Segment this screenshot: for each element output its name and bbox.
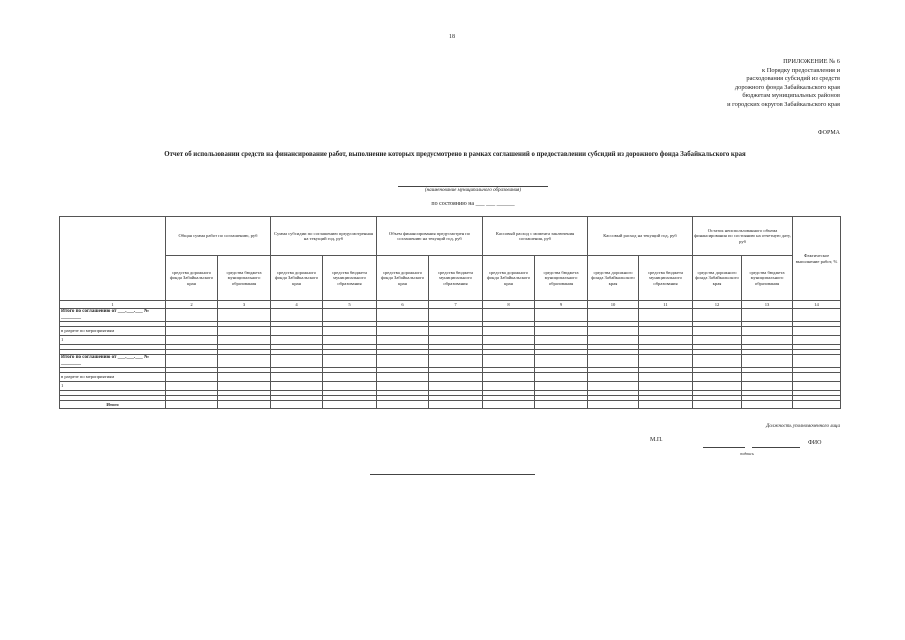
agreement-total-row	[60, 355, 841, 368]
table-cell	[218, 401, 271, 409]
grand-total-label: Итого	[60, 401, 166, 409]
table-cell	[166, 373, 218, 382]
table-cell	[323, 327, 377, 336]
municipality-line	[398, 182, 548, 187]
activity-row	[60, 336, 841, 345]
table-cell	[377, 382, 429, 391]
appendix-header	[690, 58, 840, 109]
agreement-total-label: Итого по соглашению от ___.___.___ № ________	[60, 355, 166, 368]
column-number: 7	[429, 301, 483, 309]
table-cell	[639, 373, 693, 382]
header-total-work: Общая сумма работ по соглашению, руб	[166, 217, 271, 256]
table-cell	[793, 355, 841, 368]
table-cell	[166, 401, 218, 409]
table-cell	[377, 309, 429, 322]
table-cell	[271, 355, 323, 368]
table-cell	[693, 382, 742, 391]
subheader-road-fund: средства дорожного фонда Забайкальского края	[377, 256, 429, 301]
table-cell	[588, 309, 639, 322]
table-cell	[535, 309, 588, 322]
table-cell	[218, 327, 271, 336]
table-cell	[429, 373, 483, 382]
table-cell	[588, 327, 639, 336]
table-cell	[429, 382, 483, 391]
table-cell	[742, 401, 793, 409]
activities-label: в разрезе по мероприятиям	[60, 373, 166, 382]
table-cell	[218, 309, 271, 322]
table-cell	[323, 309, 377, 322]
appendix-line: и городских округов Забайкальского края	[727, 100, 840, 108]
table-subheader-row	[60, 256, 841, 301]
table-cell	[483, 355, 535, 368]
table-cell	[483, 309, 535, 322]
table-cell	[693, 309, 742, 322]
column-number: 12	[693, 301, 742, 309]
subheader-municipal-budget: средства бюджета муниципального образования	[639, 256, 693, 301]
column-number: 11	[639, 301, 693, 309]
subheader-road-fund: средства дорожного фонда Забайкальского края	[483, 256, 535, 301]
table-cell	[429, 336, 483, 345]
table-cell	[218, 355, 271, 368]
table-cell	[588, 373, 639, 382]
activity-row	[60, 382, 841, 391]
activities-row	[60, 373, 841, 382]
table-cell	[639, 355, 693, 368]
table-cell	[483, 382, 535, 391]
table-cell	[377, 327, 429, 336]
column-number: 6	[377, 301, 429, 309]
subheader-municipal-budget: средства бюджета муниципального образования	[323, 256, 377, 301]
as-of-date: по состоянию на ___ ___ ______	[431, 201, 515, 207]
table-cell	[742, 309, 793, 322]
subheader-road-fund: средства дорожного фонда Забайкальского края	[693, 256, 742, 301]
table-cell	[693, 373, 742, 382]
table-cell	[429, 401, 483, 409]
appendix-line: бюджетам муниципальных районов	[742, 92, 840, 99]
name-line	[752, 447, 800, 448]
activities-label: в разрезе по мероприятиям	[60, 327, 166, 336]
column-number: 3	[218, 301, 271, 309]
table-cell	[323, 336, 377, 345]
table-cell	[271, 309, 323, 322]
appendix-line: к Порядку предоставления и	[762, 66, 840, 74]
column-number-row	[60, 301, 841, 309]
agreement-total-label: Итого по соглашению от ___.___.___ № ________	[60, 309, 166, 322]
subheader-municipal-budget: средства бюджета муниципального образования	[535, 256, 588, 301]
agreement-total-row	[60, 309, 841, 322]
column-number: 10	[588, 301, 639, 309]
table-header-row	[60, 217, 841, 256]
table-cell	[166, 382, 218, 391]
table-cell	[793, 327, 841, 336]
table-cell	[218, 336, 271, 345]
fio-label: ФИО	[808, 440, 822, 446]
row-index: 1	[60, 382, 166, 391]
table-cell	[535, 336, 588, 345]
seal-label: М.П.	[650, 437, 663, 443]
signature-caption: подпись	[740, 451, 754, 456]
table-cell	[588, 401, 639, 409]
table-cell	[639, 382, 693, 391]
table-cell	[429, 355, 483, 368]
column-number: 14	[793, 301, 841, 309]
table-cell	[377, 355, 429, 368]
table-cell	[793, 309, 841, 322]
header-cash-current-year: Кассовый расход на текущий год, руб	[588, 217, 693, 256]
table-cell	[377, 336, 429, 345]
subheader-municipal-budget: средства бюджета муниципального образования	[429, 256, 483, 301]
table-cell	[323, 373, 377, 382]
column-number: 4	[271, 301, 323, 309]
table-cell	[323, 355, 377, 368]
table-cell	[377, 401, 429, 409]
table-cell	[742, 327, 793, 336]
table-cell	[693, 355, 742, 368]
table-cell	[166, 355, 218, 368]
table-cell	[742, 382, 793, 391]
table-cell	[429, 309, 483, 322]
municipality-caption: (наименование муниципального образования)	[424, 188, 522, 193]
table-cell	[742, 355, 793, 368]
table-cell	[483, 401, 535, 409]
subheader-municipal-budget: средства бюджета муниципального образования	[742, 256, 793, 301]
table-cell	[323, 382, 377, 391]
column-number: 9	[535, 301, 588, 309]
table-cell	[742, 373, 793, 382]
subheader-municipal-budget: средства бюджета муниципального образования	[218, 256, 271, 301]
table-cell	[535, 373, 588, 382]
column-number: 5	[323, 301, 377, 309]
table-cell	[693, 327, 742, 336]
report-title: Отчет об использовании средств на финансирование работ, выполнение которых предусмотрено в рамках соглашений о предоставлении субсидий из дорожного фонда Забайкальского края	[164, 151, 746, 158]
table-cell	[166, 336, 218, 345]
table-cell	[429, 327, 483, 336]
signature-line	[703, 447, 745, 448]
activities-row	[60, 327, 841, 336]
table-cell	[639, 401, 693, 409]
subheader-road-fund: средства дорожного фонда Забайкальского края	[588, 256, 639, 301]
table-cell	[271, 327, 323, 336]
table-cell	[742, 336, 793, 345]
table-cell	[588, 355, 639, 368]
column-number: 1	[60, 301, 166, 309]
appendix-line: дорожного фонда Забайкальского края	[734, 83, 840, 91]
table-cell	[535, 382, 588, 391]
table-cell	[535, 401, 588, 409]
table-cell	[218, 382, 271, 391]
bottom-rule	[370, 474, 535, 475]
table-cell	[535, 327, 588, 336]
header-name-cell	[60, 217, 166, 301]
appendix-title: ПРИЛОЖЕНИЕ № 6	[783, 58, 840, 65]
appendix-line: расходования субсидий из средств	[746, 75, 840, 82]
signer-title: Должность уполномоченного лица	[766, 424, 840, 429]
table-cell	[639, 309, 693, 322]
header-financing-year: Объем финансирования предусмотрен по соглашению на текущий год, руб	[377, 217, 483, 256]
table-cell	[693, 336, 742, 345]
table-cell	[166, 309, 218, 322]
grand-total-row	[60, 401, 841, 409]
table-cell	[693, 401, 742, 409]
table-cell	[271, 382, 323, 391]
header-subsidy-year: Сумма субсидии по соглашению предусмотренная на текущий год, руб	[271, 217, 377, 256]
table-cell	[535, 355, 588, 368]
table-cell	[166, 327, 218, 336]
table-cell	[377, 373, 429, 382]
table-cell	[639, 327, 693, 336]
table-cell	[793, 336, 841, 345]
row-index: 1	[60, 336, 166, 345]
table-cell	[218, 373, 271, 382]
form-label: ФОРМА	[817, 130, 840, 136]
header-remaining-balance: Остаток неиспользованного объема финансирования по состоянию на отчетную дату, руб	[693, 217, 793, 256]
column-number: 13	[742, 301, 793, 309]
table-cell	[483, 336, 535, 345]
table-cell	[793, 382, 841, 391]
table-cell	[588, 382, 639, 391]
header-actual-completion: Фактическое выполнение работ, %	[793, 217, 841, 301]
table-cell	[483, 327, 535, 336]
subheader-road-fund: средства дорожного фонда Забайкальского края	[271, 256, 323, 301]
table-cell	[271, 336, 323, 345]
table-cell	[793, 373, 841, 382]
table-cell	[323, 401, 377, 409]
table-cell	[271, 373, 323, 382]
column-number: 2	[166, 301, 218, 309]
subheader-road-fund: средства дорожного фонда Забайкальского края	[166, 256, 218, 301]
table-cell	[793, 401, 841, 409]
report-table	[59, 216, 841, 409]
table-cell	[588, 336, 639, 345]
table-cell	[483, 373, 535, 382]
table-cell	[639, 336, 693, 345]
header-cash-since-agreement: Кассовый расход с момента заключения соглашения, руб	[483, 217, 588, 256]
table-cell	[271, 401, 323, 409]
column-number: 8	[483, 301, 535, 309]
page-number: 18	[449, 34, 455, 40]
